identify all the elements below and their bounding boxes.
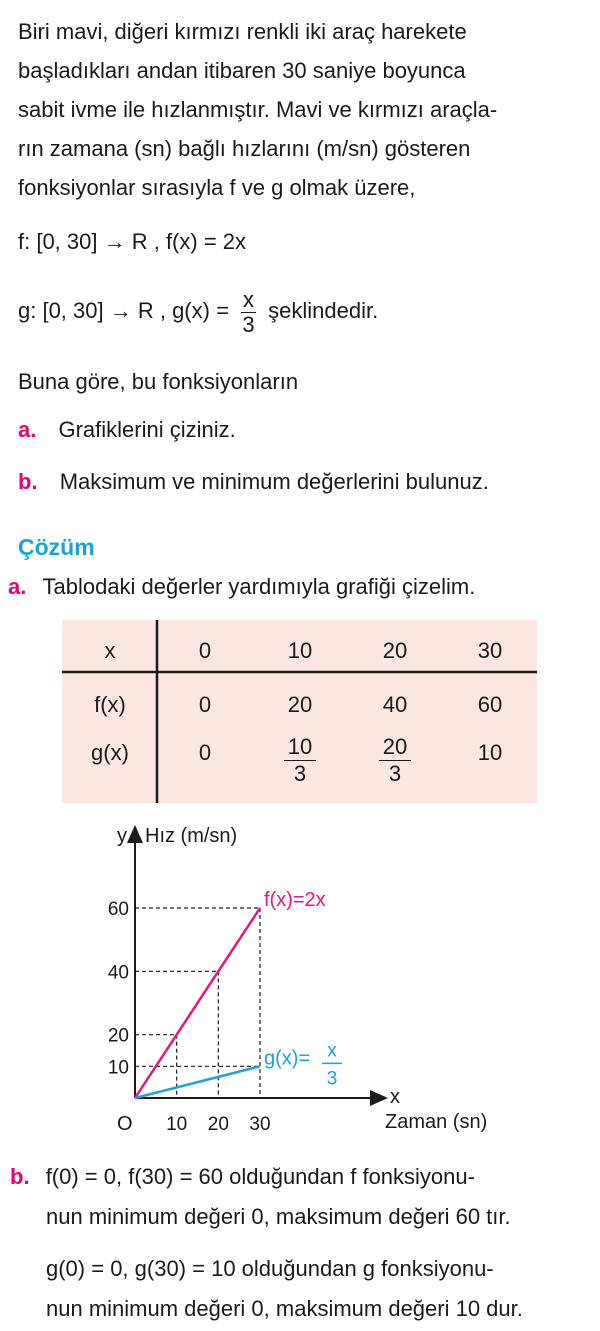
series-label-g-prefix: g(x)= (264, 1047, 311, 1070)
question-text: Buna göre, bu fonksiyonların (18, 369, 299, 394)
table-cell: 60 (477, 692, 503, 717)
y-axis-name: y (117, 825, 127, 847)
series-line-f (135, 908, 260, 1098)
item-text: Maksimum ve minimum değerlerini bulunuz. (59, 469, 489, 494)
problem-line: sabit ivme ile hızlanmıştır. Mavi ve kırmızı araçla- (18, 97, 498, 122)
item-label: b. (18, 469, 38, 494)
table-header-cell: 10 (287, 638, 313, 663)
table-header-cell: 30 (477, 638, 503, 663)
x-tick-label: 20 (207, 1114, 229, 1135)
problem-text (18, 12, 578, 207)
solution-b-line-1 (10, 1157, 523, 1197)
problem-line: rın zamana (sn) bağlı hızlarını (m/sn) gösteren (18, 136, 471, 161)
fraction-denominator: 3 (242, 311, 255, 337)
series-label-f: f(x)=2x (264, 889, 326, 911)
solution-a-text: Tablodaki değerler yardımıyla grafiği çizelim. (42, 574, 476, 599)
table-header-cell: 0 (198, 638, 212, 663)
table-cell-fraction (270, 734, 330, 787)
y-tick-label: 20 (107, 1025, 129, 1047)
fraction-denominator: 3 (388, 761, 402, 786)
value-table (62, 620, 537, 803)
x-tick-label: 30 (249, 1114, 271, 1135)
f-definition: f: [0, 30] → R , f(x) = 2x (18, 229, 247, 254)
question-item-a (18, 410, 236, 449)
table-row-label-g: g(x) (91, 740, 129, 765)
g-definition (18, 286, 378, 337)
origin-label: O (117, 1113, 133, 1135)
x-axis-label: Zaman (sn) (385, 1111, 488, 1133)
y-axis-label: Hız (m/sn) (145, 825, 238, 847)
table-header-cell: 20 (382, 638, 408, 663)
table-cell: 0 (198, 692, 212, 717)
problem-line: başladıkları andan itibaren 30 saniye boyunca (18, 58, 466, 83)
fraction-numerator: x (243, 286, 255, 312)
solution-b (10, 1157, 523, 1329)
g-definition-fraction (241, 288, 256, 337)
item-label: a. (18, 417, 37, 442)
solution-b-line-4: nun minimum değeri 0, maksimum değeri 10 dur. (46, 1296, 523, 1321)
series-label-g-numerator: x (327, 1040, 337, 1062)
table-cell-fraction (365, 734, 425, 787)
question-item-b (18, 462, 489, 501)
solution-b-line-2: nun minimum değeri 0, maksimum değeri 60 tır. (46, 1204, 511, 1229)
solution-b-text: f(0) = 0, f(30) = 60 olduğundan f fonksiyonu- (45, 1164, 475, 1189)
y-tick-label: 60 (107, 899, 129, 920)
solution-a (8, 567, 475, 606)
fraction-numerator: 10 (284, 734, 316, 761)
x-axis-name: x (390, 1086, 400, 1108)
y-tick-label: 10 (107, 1057, 129, 1079)
g-definition-suffix: şeklindedir. (268, 298, 379, 323)
solution-heading: Çözüm (18, 534, 95, 560)
table-row-label-f: f(x) (94, 692, 126, 717)
table-cell: 20 (287, 692, 313, 717)
solution-b-line-3: g(0) = 0, g(30) = 10 olduğundan g fonksiyonu- (46, 1256, 494, 1281)
problem-line: Biri mavi, diğeri kırmızı renkli iki araç harekete (18, 19, 467, 44)
y-tick-label: 40 (107, 962, 129, 984)
item-text: Grafiklerini çiziniz. (58, 417, 236, 442)
function-graph (0, 815, 600, 1140)
table-cell: 10 (477, 740, 503, 765)
fraction-denominator: 3 (293, 761, 307, 786)
table-cell: 0 (198, 740, 212, 765)
table-header-x: x (104, 638, 116, 663)
g-definition-prefix: g: [0, 30] → R , g(x) = (18, 298, 229, 323)
fraction-numerator: 20 (379, 734, 411, 761)
table-cell: 40 (382, 692, 408, 717)
problem-line: fonksiyonlar sırasıyla f ve g olmak üzere, (18, 175, 416, 200)
solution-b-label: b. (10, 1164, 30, 1189)
x-tick-label: 10 (166, 1114, 188, 1135)
solution-a-label: a. (8, 574, 27, 599)
series-label-g-denominator: 3 (326, 1068, 338, 1090)
